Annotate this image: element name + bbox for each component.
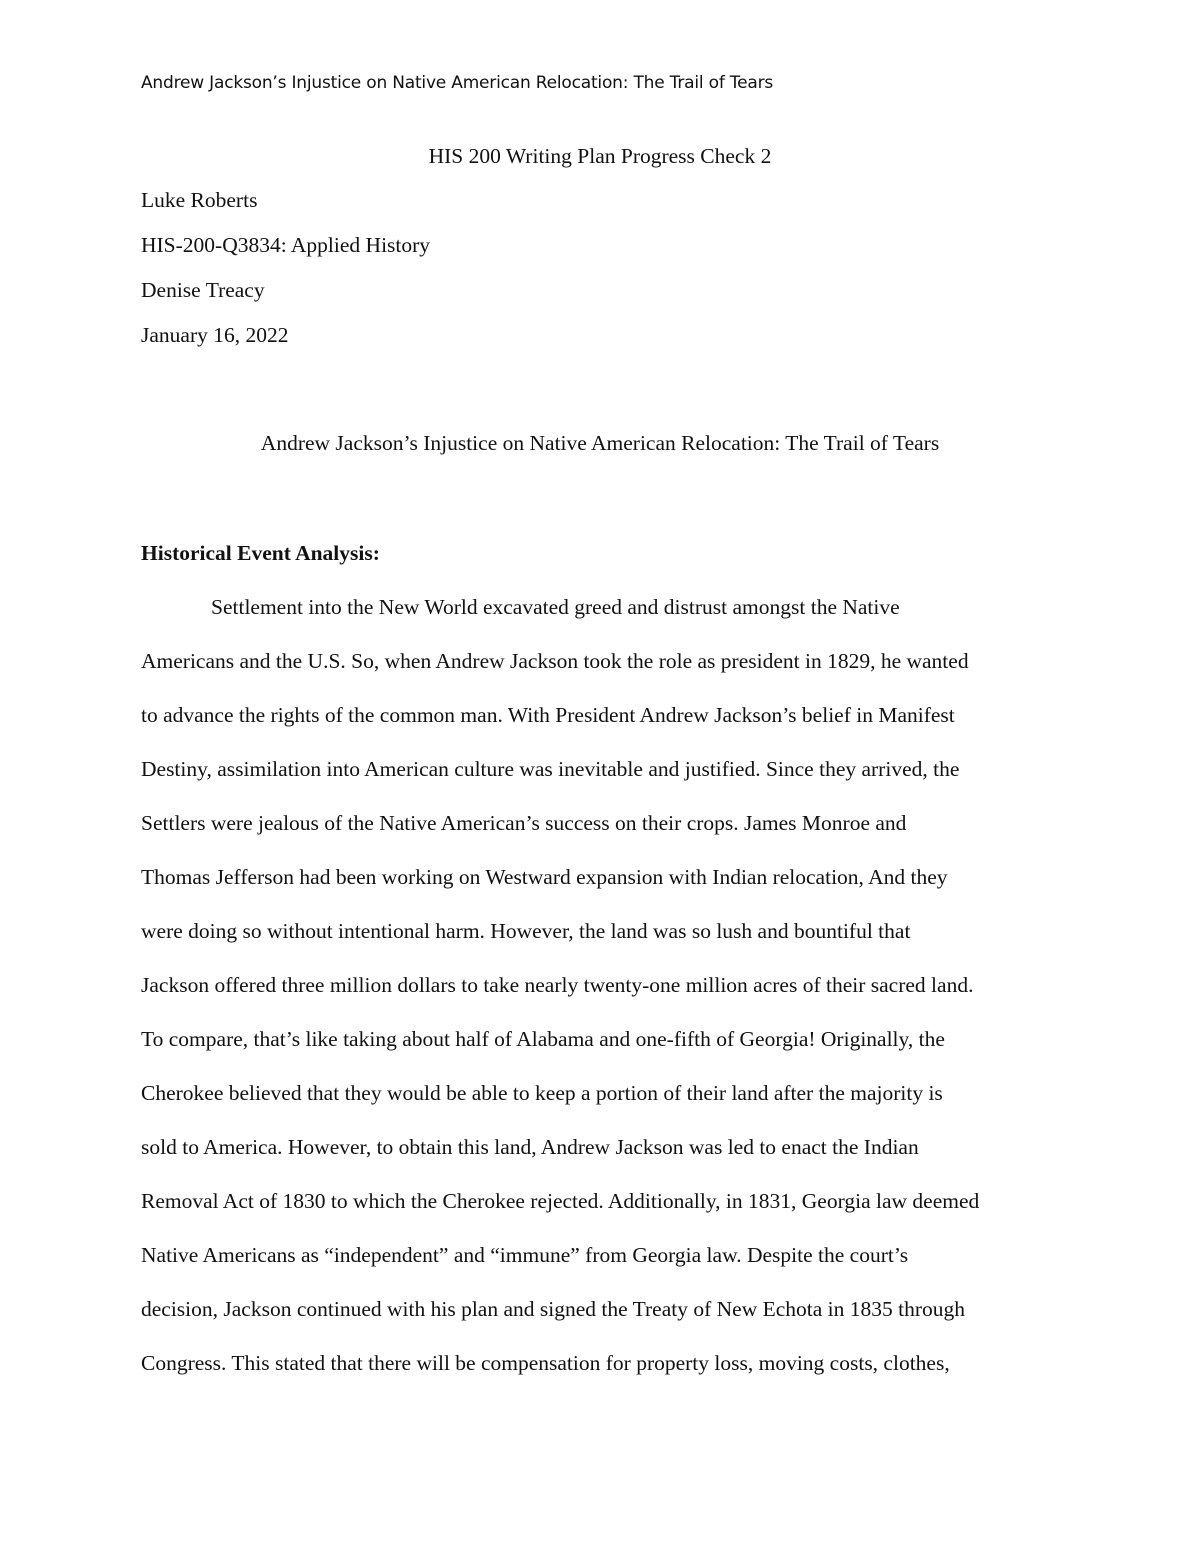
course-name: HIS-200-Q3834: Applied History (141, 233, 431, 257)
body-line: to advance the rights of the common man. With President Andrew Jackson’s belief in Manifest (141, 703, 955, 727)
paper-title: Andrew Jackson’s Injustice on Native American Relocation: The Trail of Tears (260, 431, 940, 455)
body-line: Cherokee believed that they would be able to keep a portion of their land after the majority is (141, 1081, 943, 1105)
body-line: Americans and the U.S. So, when Andrew Jackson took the role as president in 1829, he wanted (141, 649, 969, 673)
body-line: Thomas Jefferson had been working on Westward expansion with Indian relocation, And they (141, 865, 948, 889)
body-line: were doing so without intentional harm. However, the land was so lush and bountiful that (141, 919, 911, 943)
body-line: Settlers were jealous of the Native American’s success on their crops. James Monroe and (141, 811, 907, 835)
submission-date: January 16, 2022 (141, 323, 289, 347)
author-name: Luke Roberts (141, 188, 258, 212)
body-line: To compare, that’s like taking about half of Alabama and one-fifth of Georgia! Originally, the (141, 1027, 945, 1051)
instructor-name: Denise Treacy (141, 278, 265, 302)
running-header: Andrew Jackson’s Injustice on Native American Relocation: The Trail of Tears (141, 73, 774, 93)
body-line: Settlement into the New World excavated greed and distrust amongst the Native (211, 595, 900, 619)
section-heading: Historical Event Analysis: (141, 541, 380, 565)
body-line: Removal Act of 1830 to which the Cherokee rejected. Additionally, in 1831, Georgia law deemed (141, 1189, 980, 1213)
body-line: Native Americans as “independent” and “immune” from Georgia law. Despite the court’s (141, 1243, 909, 1267)
body-paragraph (141, 591, 1081, 1401)
body-line: Destiny, assimilation into American culture was inevitable and justified. Since they arrived, the (141, 757, 960, 781)
body-line: decision, Jackson continued with his plan and signed the Treaty of New Echota in 1835 through (141, 1297, 966, 1321)
body-line: sold to America. However, to obtain this land, Andrew Jackson was led to enact the Indian (141, 1135, 919, 1159)
course-check-title: HIS 200 Writing Plan Progress Check 2 (428, 144, 772, 168)
body-line: Jackson offered three million dollars to take nearly twenty-one million acres of their sacred land. (141, 973, 974, 997)
body-line: Congress. This stated that there will be compensation for property loss, moving costs, clothes, (141, 1351, 950, 1375)
